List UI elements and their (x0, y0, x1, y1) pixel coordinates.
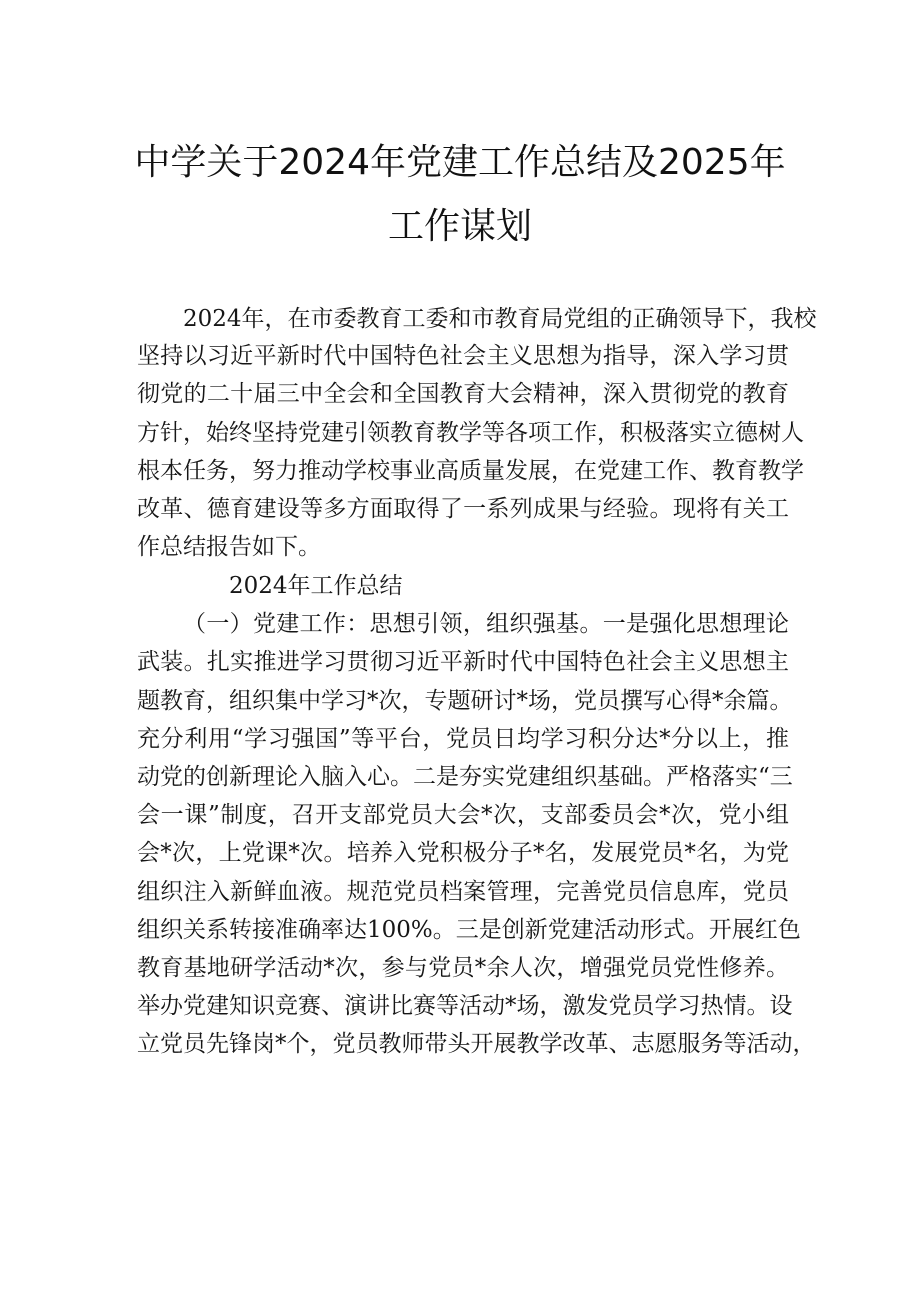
section-paragraph-line: 会一课”制度，召开支部党员大会*次，支部委员会*次，党小组 (137, 802, 789, 828)
section-paragraph-line: 题教育，组织集中学习*次，专题研讨*场，党员撰写心得*余篇。 (137, 688, 793, 714)
intro-paragraph-line: 彻党的二十届三中全会和全国教育大会精神，深入贯彻党的教育 (137, 381, 789, 407)
intro-paragraph-line: 2024年，在市委教育工委和市教育局党组的正确领导下，我校 (183, 306, 817, 332)
intro-paragraph-line: 改革、德育建设等多方面取得了一系列成果与经验。现将有关工 (137, 496, 789, 522)
section-heading: 2024年工作总结 (229, 573, 403, 599)
document-title-line-1: 中学关于2024年党建工作总结及2025年 (134, 142, 786, 183)
section-paragraph-line: （一）党建工作：思想引领，组织强基。一是强化思想理论 (183, 611, 789, 637)
section-paragraph-line: 充分利用“学习强国”等平台，党员日均学习积分达*分以上，推 (137, 726, 789, 752)
intro-paragraph-line: 坚持以习近平新时代中国特色社会主义思想为指导，深入学习贯 (137, 343, 789, 369)
section-paragraph-line: 组织注入新鲜血液。规范党员档案管理，完善党员信息库，党员 (137, 879, 789, 905)
intro-paragraph-line: 作总结报告如下。 (137, 534, 321, 560)
intro-paragraph-line: 方针，始终坚持党建引领教育教学等各项工作，积极落实立德树人 (137, 420, 804, 446)
section-paragraph-line: 教育基地研学活动*次，参与党员*余人次，增强党员党性修养。 (137, 955, 789, 981)
section-paragraph-line: 武装。扎实推进学习贯彻习近平新时代中国特色社会主义思想主 (137, 649, 789, 675)
section-paragraph-line: 立党员先锋岗*个，党员教师带头开展教学改革、志愿服务等活动， (137, 1031, 816, 1057)
section-paragraph-line: 会*次，上党课*次。培养入党积极分子*名，发展党员*名，为党 (137, 840, 789, 866)
document-title-line-2: 工作谋划 (387, 206, 532, 247)
intro-paragraph-line: 根本任务，努力推动学校事业高质量发展，在党建工作、教育教学 (137, 458, 804, 484)
section-paragraph-line: 组织关系转接准确率达100%。三是创新党建活动形式。开展红色 (137, 917, 801, 943)
section-paragraph-line: 动党的创新理论入脑入心。二是夯实党建组织基础。严格落实“三 (137, 764, 793, 790)
section-paragraph-line: 举办党建知识竞赛、演讲比赛等活动*场，激发党员学习热情。设 (137, 993, 793, 1019)
